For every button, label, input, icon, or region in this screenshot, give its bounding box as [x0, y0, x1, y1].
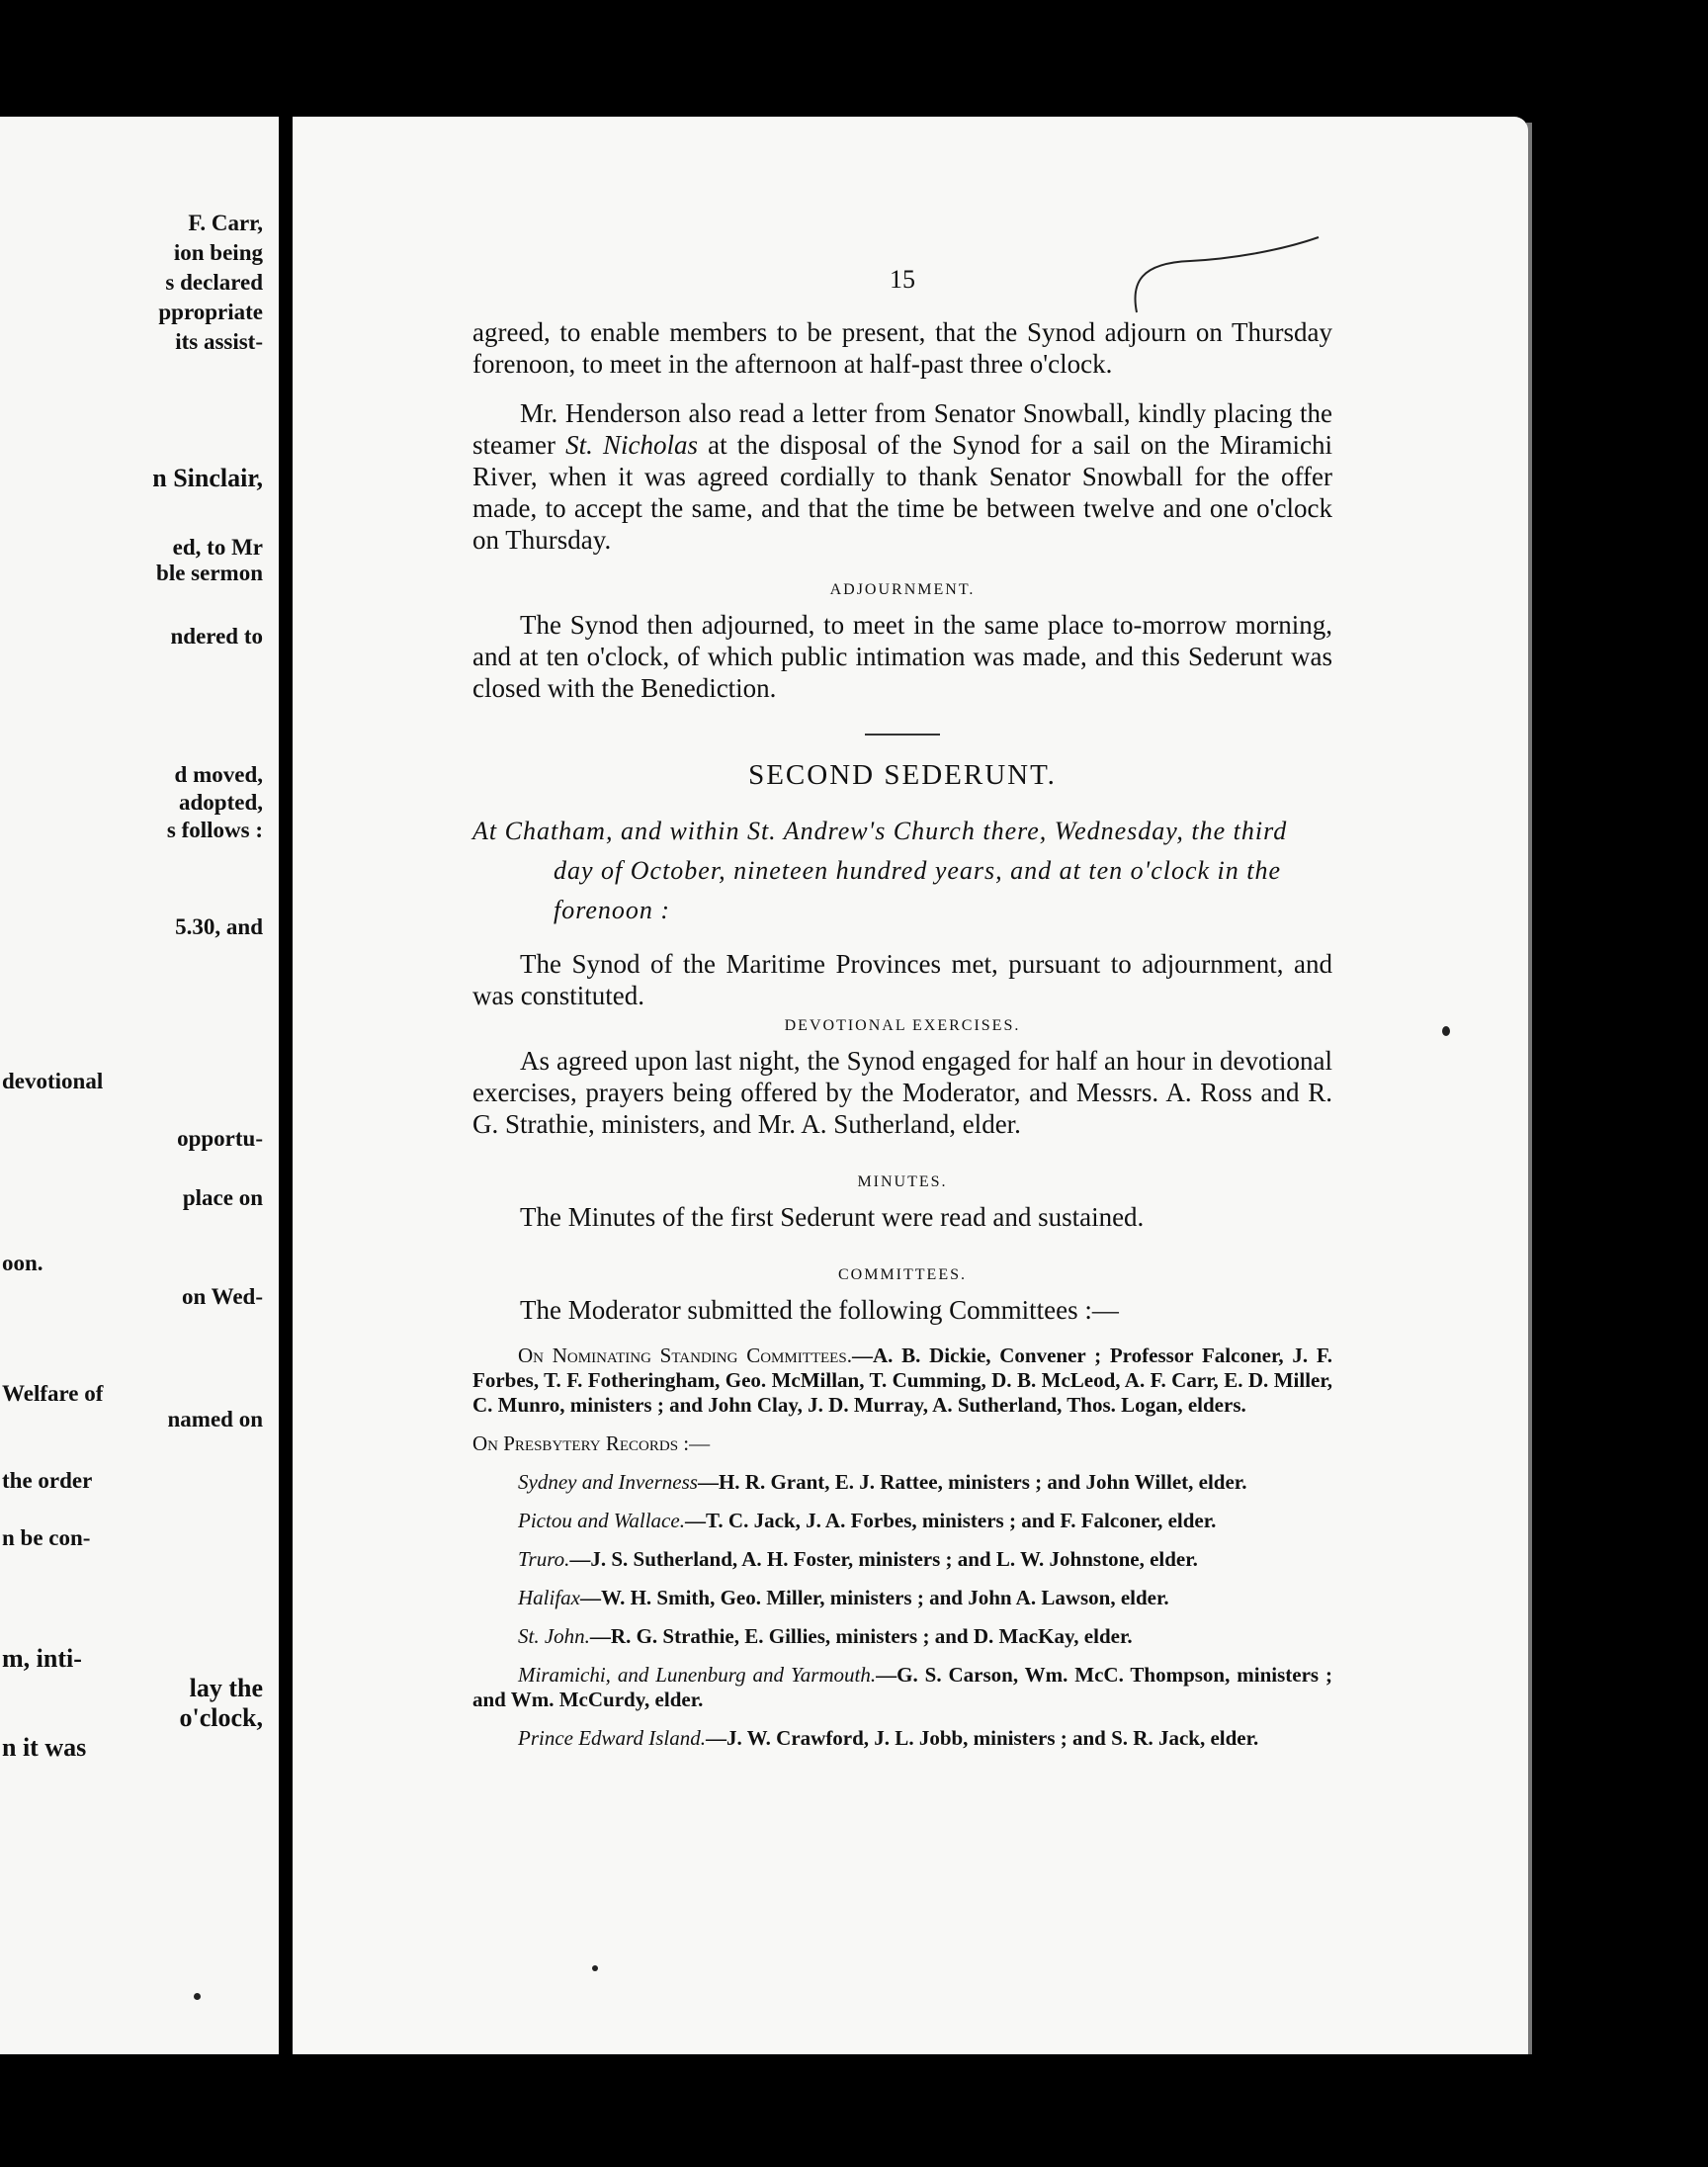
left-page-line: s declared — [165, 270, 263, 295]
left-page-line: lay the — [189, 1674, 263, 1702]
presbytery-committee — [472, 1586, 1332, 1610]
opening-paragraph: agreed, to enable members to be present, that the Synod adjourn on Thursday forenoon, to meet in the afternoon at half-past three o'clock. — [472, 317, 1332, 379]
left-page-line: ble sermon — [156, 561, 263, 585]
presbytery-committee — [472, 1547, 1332, 1572]
left-page-line: d moved, — [174, 762, 263, 787]
left-page-line: ed, to Mr — [172, 535, 263, 560]
left-page-line: n it was — [2, 1733, 87, 1762]
left-page-line: 5.30, and — [175, 914, 263, 939]
left-page-line: o'clock, — [179, 1703, 263, 1732]
committees-heading: COMMITTEES. — [838, 1266, 967, 1283]
ink-speck — [194, 1993, 201, 2000]
committees-intro: The Moderator submitted the following Committees :— — [520, 1295, 1119, 1325]
constituted-paragraph: The Synod of the Maritime Provinces met, pursuant to adjournment, and was constituted. — [472, 949, 1332, 1010]
presbytery-members: —J. W. Crawford, J. L. Jobb, ministers ; and S. R. Jack, elder. — [705, 1726, 1259, 1750]
presbytery-name: Miramichi, and Lunenburg and Yarmouth. — [518, 1663, 877, 1687]
presbytery-name: Sydney and Inverness — [518, 1470, 698, 1494]
presbytery-list — [472, 1470, 1332, 1751]
minutes-heading: MINUTES. — [857, 1173, 948, 1190]
devotional-heading: DEVOTIONAL EXERCISES. — [784, 1017, 1021, 1034]
left-page-line: its assist- — [175, 329, 263, 354]
page-number: 15 — [890, 265, 915, 294]
nominating-label: On Nominating Standing Committees. — [518, 1344, 852, 1367]
left-page-line: ndered to — [170, 624, 263, 649]
presbytery-committee — [472, 1624, 1332, 1649]
left-page-line: place on — [182, 1185, 263, 1210]
presbytery-members: —J. S. Sutherland, A. H. Foster, ministers ; and L. W. Johnstone, elder. — [569, 1547, 1198, 1571]
presbytery-members: —T. C. Jack, J. A. Forbes, ministers ; and F. Falconer, elder. — [684, 1509, 1217, 1532]
section-divider — [865, 734, 940, 736]
left-page-line: m, inti- — [2, 1644, 82, 1673]
nominating-committee — [472, 1344, 1332, 1418]
left-page-line: n Sinclair, — [152, 464, 263, 492]
presbytery-committee — [472, 1663, 1332, 1712]
presbytery-label-text: On Presbytery Records :— — [472, 1431, 711, 1455]
presbytery-name: Pictou and Wallace. — [518, 1509, 685, 1532]
presbytery-members: —H. R. Grant, E. J. Rattee, ministers ; and John Willet, elder. — [697, 1470, 1247, 1494]
presbytery-committee — [472, 1470, 1332, 1495]
right-page — [293, 117, 1528, 2054]
left-page-line: opportu- — [177, 1126, 263, 1151]
presbytery-members: —G. S. Carson, Wm. McC. Thompson, ministers ; and Wm. McCurdy, elder. — [472, 1663, 1332, 1711]
left-page-line: s follows : — [166, 818, 263, 842]
ink-speck — [592, 1965, 598, 1971]
sederunt-meta: At Chatham, and within St. Andrew's Church there, Wednesday, the third day of October, nineteen hundred years, and at ten o'clock in the forenoon : — [472, 817, 1288, 924]
book-spine — [279, 117, 293, 2054]
presbytery-name: Prince Edward Island. — [518, 1726, 706, 1750]
presbytery-committee — [472, 1726, 1332, 1751]
left-page-line: devotional — [2, 1069, 104, 1093]
left-page-line: Welfare of — [2, 1381, 104, 1406]
adjournment-heading: ADJOURNMENT. — [829, 581, 976, 598]
left-page-line: oon. — [2, 1251, 43, 1275]
left-page-fragment — [0, 117, 279, 2054]
left-page-line: the order — [2, 1468, 93, 1493]
steamer-name: St. Nicholas — [565, 430, 698, 460]
left-page-line: adopted, — [179, 790, 263, 815]
henderson-text-after: at the disposal of the Synod for a sail on the Miramichi River, when it was agreed cordially to thank Senator Snowball for the offer made, to accept the same, and that the time be between twelve and one o'clock on Thursday. — [472, 430, 1332, 555]
nominating-members: —A. B. Dickie, Convener ; Professor Falconer, J. F. Forbes, T. F. Fotheringham, Geo. McMillan, T. Cumming, D. B. McLeod, A. F. Carr, E. D. Miller, C. Munro, ministers ; and John Clay, J. D. Murray, A. Sutherland, Thos. Logan, elders. — [472, 1344, 1332, 1417]
left-page-line: ppropriate — [158, 300, 263, 324]
henderson-paragraph — [472, 397, 1332, 556]
sederunt-title: SECOND SEDERUNT. — [748, 759, 1057, 791]
page-content — [472, 265, 1332, 1751]
presbytery-label — [472, 1431, 1332, 1456]
presbytery-name: St. John. — [518, 1624, 590, 1648]
presbytery-committee — [472, 1509, 1332, 1533]
presbytery-members: —W. H. Smith, Geo. Miller, ministers ; and John A. Lawson, elder. — [580, 1586, 1169, 1609]
adjournment-paragraph: The Synod then adjourned, to meet in the same place to-morrow morning, and at ten o'clock, of which public intimation was made, and this Sederunt was closed with the Benediction. — [472, 610, 1332, 703]
presbytery-members: —R. G. Strathie, E. Gillies, ministers ; and D. MacKay, elder. — [589, 1624, 1133, 1648]
presbytery-name: Halifax — [518, 1586, 580, 1609]
left-page-line: ion being — [173, 240, 263, 265]
henderson-text-before: Mr. Henderson also read a letter from Senator Snowball, kindly placing the steamer — [472, 398, 1332, 460]
left-page-line: named on — [167, 1407, 263, 1431]
left-page-line: F. Carr, — [188, 211, 263, 235]
devotional-paragraph: As agreed upon last night, the Synod engaged for half an hour in devotional exercises, prayers being offered by the Moderator, and Messrs. A. Ross and R. G. Strathie, ministers, and Mr. A. Sutherland, elder. — [472, 1046, 1332, 1139]
left-page-line: on Wed- — [181, 1284, 263, 1309]
minutes-paragraph: The Minutes of the first Sederunt were read and sustained. — [520, 1202, 1145, 1232]
presbytery-name: Truro. — [518, 1547, 570, 1571]
left-page-line: n be con- — [2, 1525, 91, 1550]
ink-speck — [1442, 1026, 1450, 1036]
